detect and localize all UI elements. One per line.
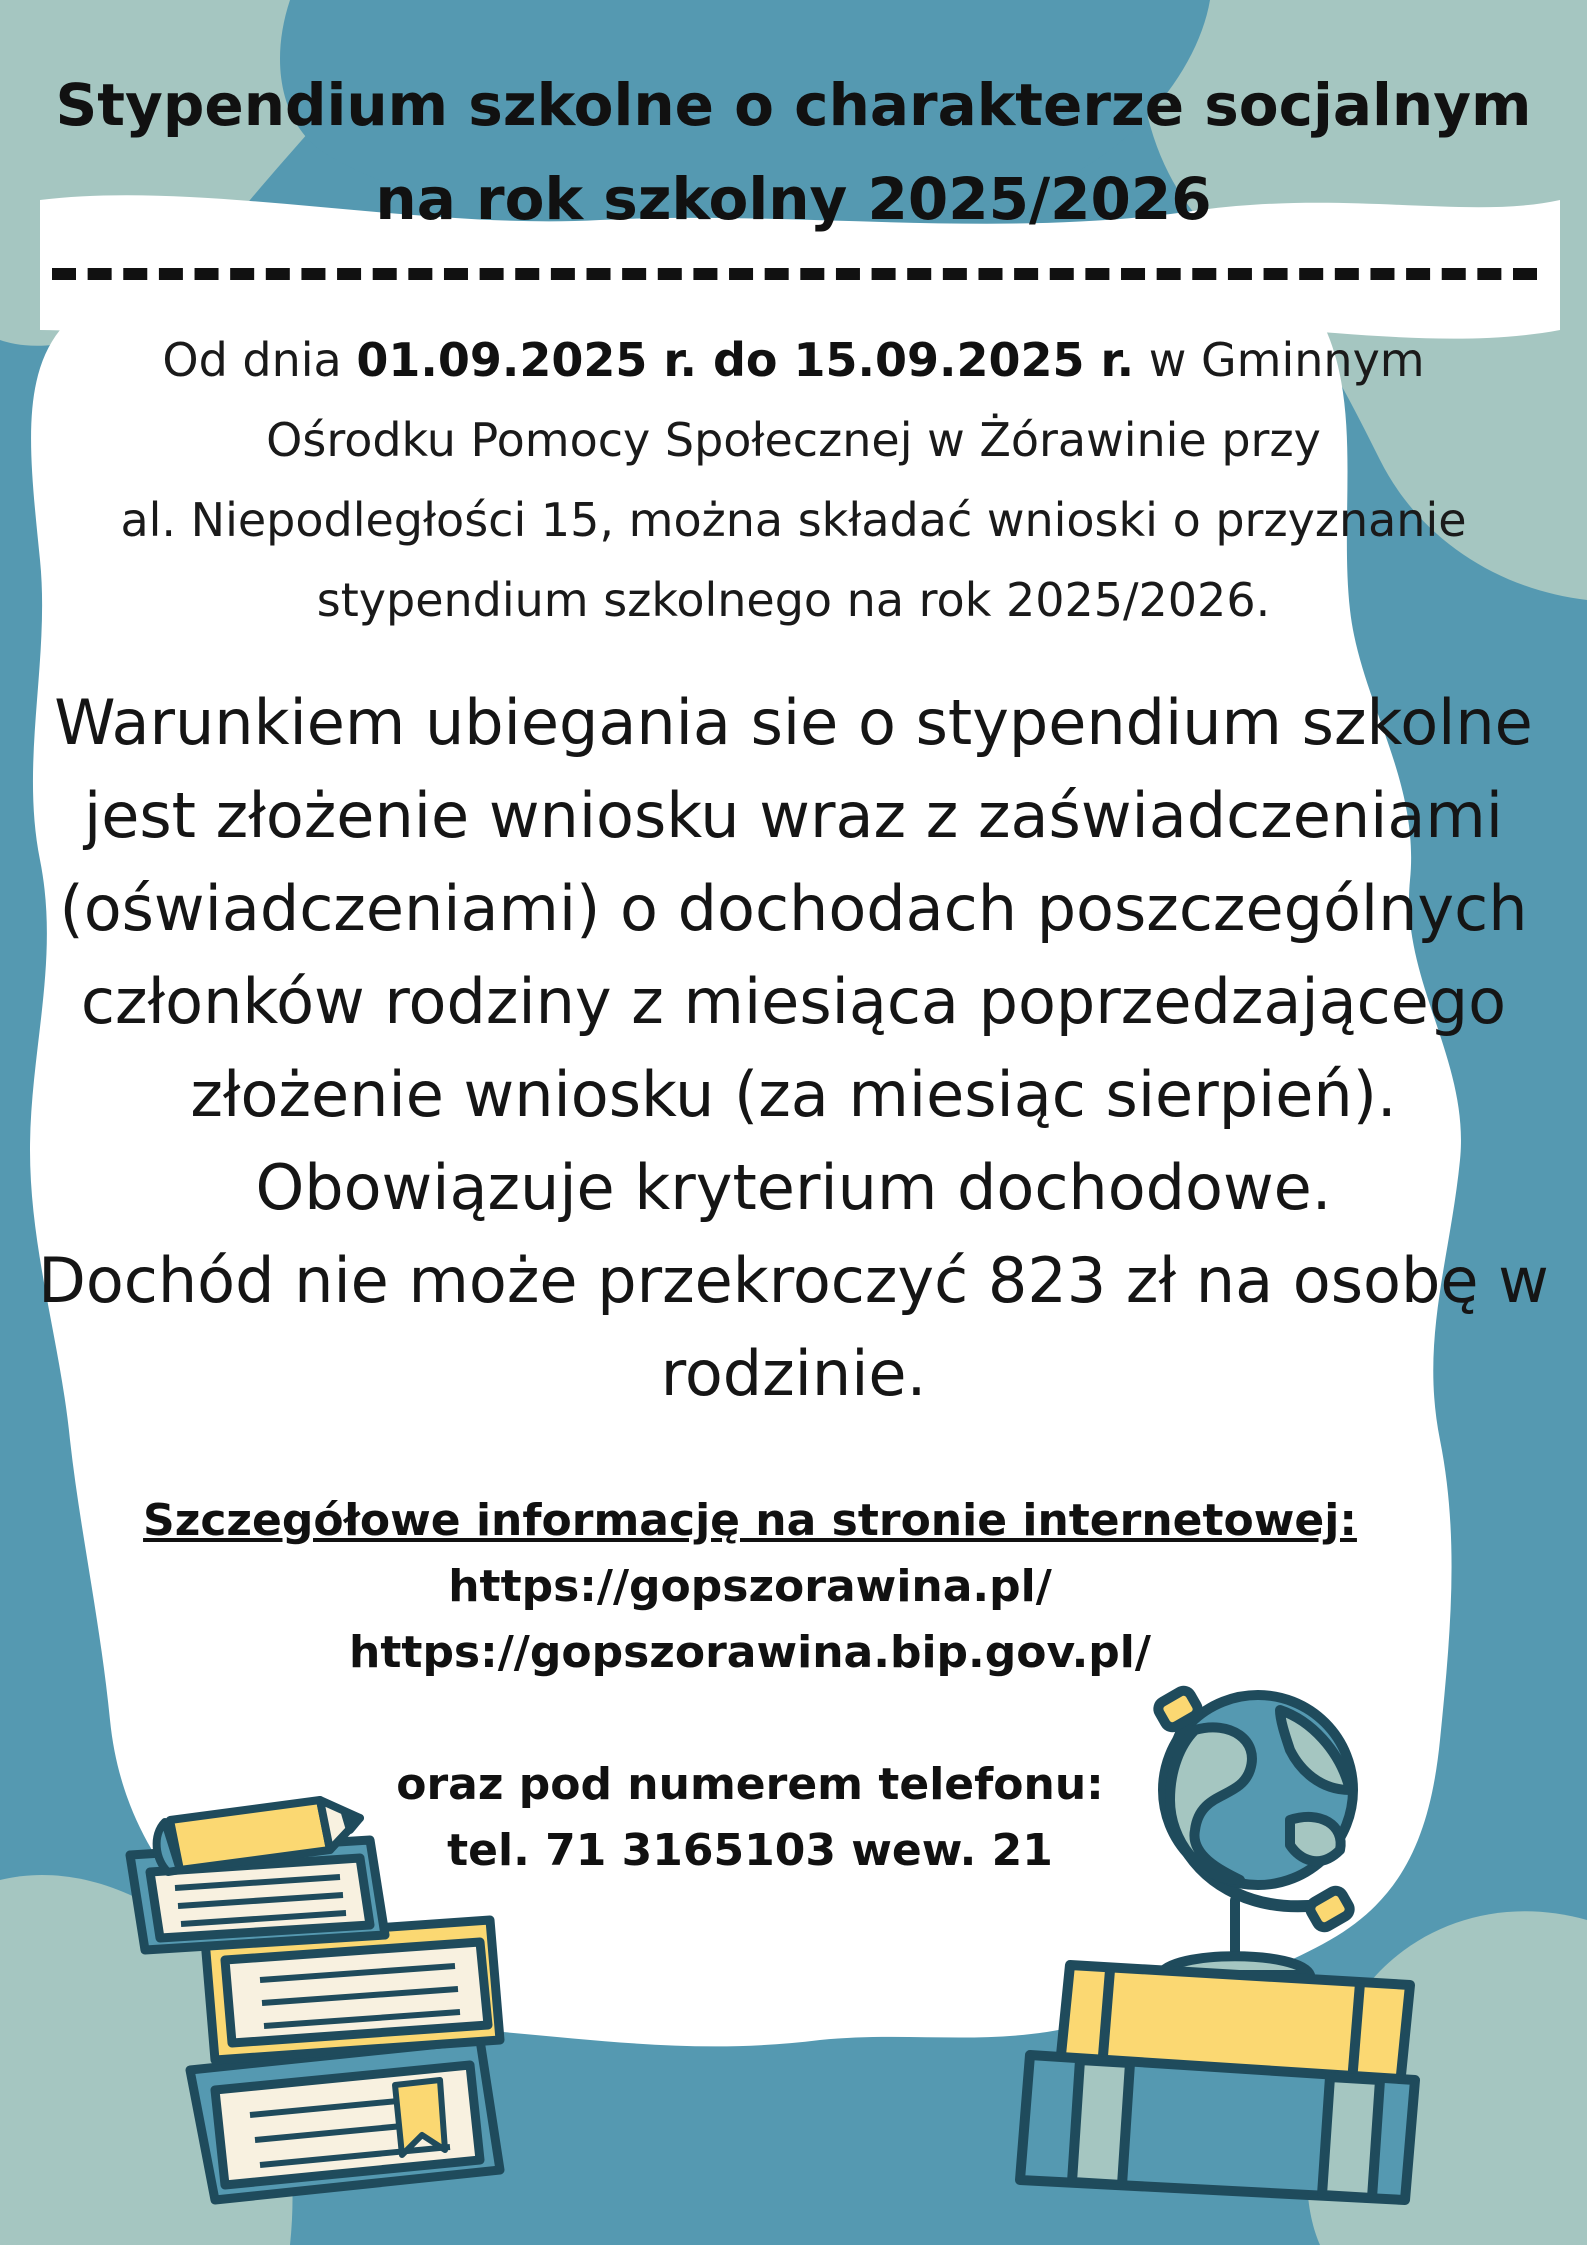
dashed-divider	[52, 268, 1537, 280]
conditions-line-4: członków rodziny z miesiąca poprzedzającego	[80, 965, 1507, 1038]
conditions-line-2: jest złożenie wniosku wraz z zaświadczeniami	[83, 779, 1504, 852]
info-heading: Szczegółowe informację na stronie internetowej:	[143, 1495, 1357, 1546]
conditions-line-6: Obowiązuje kryterium dochodowe.	[255, 1151, 1332, 1224]
intro-line-2: Ośrodku Pomocy Społecznej w Żórawinie przy	[266, 413, 1321, 467]
phone-heading: oraz pod numerem telefonu:	[396, 1759, 1104, 1810]
intro-text: w Gminnym	[1134, 333, 1425, 387]
intro-line-4: stypendium szkolnego na rok 2025/2026.	[316, 573, 1271, 627]
website-link-2[interactable]: https://gopszorawina.bip.gov.pl/	[349, 1627, 1151, 1678]
title-line-2: na rok szkolny 2025/2026	[375, 165, 1212, 233]
intro-text: Od dnia	[162, 333, 357, 387]
poster-title	[30, 58, 1557, 246]
conditions-line-1: Warunkiem ubiegania sie o stypendium szkolne	[54, 686, 1533, 759]
spacer	[100, 1686, 1400, 1752]
intro-line-3: al. Niepodległości 15, można składać wnioski o przyznanie	[120, 493, 1467, 547]
intro-line-1	[30, 320, 1557, 400]
conditions-line-3: (oświadczeniami) o dochodach poszczególnych	[59, 872, 1528, 945]
contact-info	[100, 1488, 1400, 1884]
conditions-line-8: rodzinie.	[660, 1337, 927, 1410]
title-line-1: Stypendium szkolne o charakterze socjalnym	[55, 71, 1532, 139]
conditions-line-7: Dochód nie może przekroczyć 823 zł na osobę w	[38, 1244, 1549, 1317]
conditions-paragraph	[20, 676, 1567, 1420]
phone-number[interactable]: tel. 71 3165103 wew. 21	[447, 1825, 1053, 1876]
globe-books-icon	[1020, 1965, 1415, 2200]
date-range: 01.09.2025 r. do 15.09.2025 r.	[356, 333, 1135, 387]
website-link-1[interactable]: https://gopszorawina.pl/	[448, 1561, 1052, 1612]
intro-paragraph	[30, 320, 1557, 640]
conditions-line-5: złożenie wniosku (za miesiąc sierpień).	[190, 1058, 1397, 1131]
